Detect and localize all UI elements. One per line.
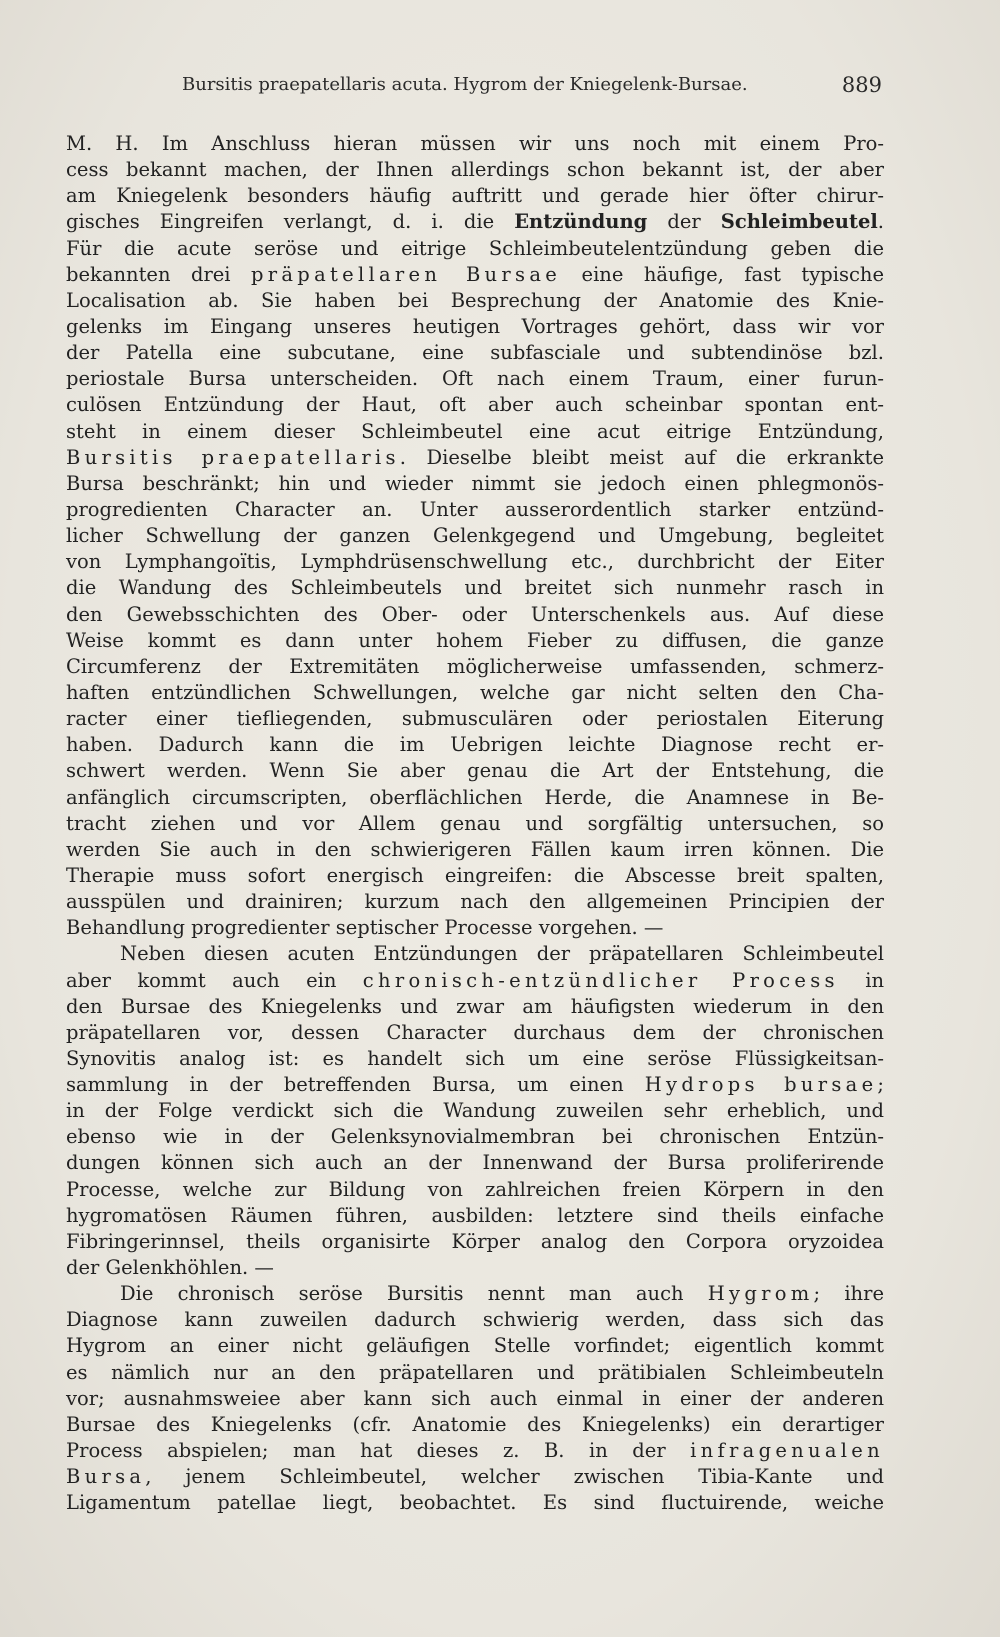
text-line [66, 1438, 884, 1464]
text-line [66, 523, 884, 549]
text-line [66, 1360, 884, 1386]
text-run: culösen Entzündung der Haut, oft aber auch scheinbar spontan ent- [66, 393, 884, 417]
text-run: racter einer tiefliegenden, submusculären oder periostalen Eiterung [66, 707, 884, 731]
spaced-term: chronisch-entzündlicher Process [362, 968, 839, 992]
text-run: Hygrom an einer nicht geläufigen Stelle vorfindet; eigentlich kommt [66, 1334, 884, 1358]
text-line [66, 1098, 884, 1124]
text-line [66, 183, 884, 209]
text-run: der Gelenkhöhlen. — [66, 1256, 274, 1280]
text-line [66, 1307, 884, 1333]
text-line [66, 1255, 884, 1281]
text-run: Weise kommt es dann unter hohem Fieber zu diffusen, die ganze [66, 628, 884, 652]
text-run: sammlung in der betreffenden Bursa, um einen [66, 1073, 645, 1097]
text-run: cess bekannt machen, der Ihnen allerdings schon bekannt ist, der aber [66, 158, 884, 182]
text-line [66, 1490, 884, 1516]
text-run: der Patella eine subcutane, eine subfasciale und subtendinöse bzl. [66, 341, 884, 365]
text-line [66, 445, 884, 471]
text-run: . [877, 210, 884, 234]
text-run: den Gewebsschichten des Ober- oder Unterschenkels aus. Auf diese [66, 602, 884, 626]
text-line [66, 1386, 884, 1412]
text-run: ebenso wie in der Gelenksynovialmembran bei chronischen Entzün- [66, 1125, 884, 1149]
text-run: hygromatösen Räumen führen, ausbilden: letztere sind theils einfache [66, 1203, 884, 1227]
spaced-term: Hygrom [707, 1282, 814, 1306]
text-run: werden Sie auch in den schwierigeren Fällen kaum irren können. Die [66, 837, 884, 861]
text-line [66, 1464, 884, 1490]
text-line [66, 758, 884, 784]
text-run: gelenks im Eingang unseres heutigen Vortrages gehört, dass wir vor [66, 314, 884, 338]
text-run: bekannten drei [66, 262, 251, 286]
text-line [66, 131, 884, 157]
text-line [66, 471, 884, 497]
text-run: ; [877, 1073, 884, 1097]
text-run: schwert werden. Wenn Sie aber genau die Art der Entstehung, die [66, 759, 884, 783]
text-line [66, 680, 884, 706]
running-title: Bursitis praepatellaris acuta. Hygrom der Kniegelenk-Bursae. [182, 74, 748, 95]
text-run: anfänglich circumscripten, oberflächlichen Herde, die Anamnese in Be- [66, 785, 884, 809]
text-run: in der Folge verdickt sich die Wandung zuweilen sehr erheblich, und [66, 1099, 884, 1123]
text-line [66, 785, 884, 811]
text-line [66, 1020, 884, 1046]
text-line [66, 811, 884, 837]
text-line [66, 889, 884, 915]
text-line [66, 1046, 884, 1072]
text-run: haften entzündlichen Schwellungen, welche gar nicht selten den Cha- [66, 680, 884, 704]
text-line [66, 968, 884, 994]
text-line [66, 157, 884, 183]
text-line [66, 1203, 884, 1229]
text-run: Behandlung progredienter septischer Processe vorgehen. — [66, 916, 664, 940]
text-line [66, 1229, 884, 1255]
text-line [66, 575, 884, 601]
text-run: präpatellaren vor, dessen Character durchaus dem der chronischen [66, 1020, 884, 1044]
running-head [182, 70, 882, 100]
text-line [66, 706, 884, 732]
text-run: Therapie muss sofort energisch eingreifen: die Abscesse breit spalten, [66, 863, 884, 887]
text-line [66, 236, 884, 262]
text-run: in [838, 968, 884, 992]
text-run: Die chronisch seröse Bursitis nennt man auch [120, 1282, 708, 1306]
text-line [66, 366, 884, 392]
text-run: ; ihre [813, 1282, 884, 1306]
text-run: vor; ausnahmsweiee aber kann sich auch einmal in einer der anderen [66, 1386, 884, 1410]
text-run: aber kommt auch ein [66, 968, 363, 992]
text-run: Circumferenz der Extremitäten möglicherweise umfassenden, schmerz- [66, 654, 884, 678]
page-number: 889 [841, 73, 882, 97]
spaced-term: Bursa [66, 1465, 146, 1489]
text-run: eine häufige, fast typische [561, 262, 884, 286]
text-line [66, 262, 884, 288]
text-run: den Bursae des Kniegelenks und zwar am häufigsten wiederum in den [66, 994, 884, 1018]
text-run: licher Schwellung der ganzen Gelenkgegend und Umgebung, begleitet [66, 524, 884, 548]
text-line [66, 340, 884, 366]
text-line [66, 497, 884, 523]
text-line [66, 628, 884, 654]
bold-term: Schleimbeutel [720, 210, 878, 234]
text-line [66, 863, 884, 889]
text-line [66, 1124, 884, 1150]
text-run: die Wandung des Schleimbeutels und breitet sich nunmehr rasch in [66, 576, 884, 600]
text-line [66, 392, 884, 418]
text-run: Process abspielen; man hat dieses z. B. in der [66, 1439, 691, 1463]
body-text [66, 131, 884, 1516]
text-line [66, 549, 884, 575]
text-run: progredienten Character an. Unter ausserordentlich starker entzünd- [66, 497, 884, 521]
text-line [66, 654, 884, 680]
text-line [66, 314, 884, 340]
text-run: Neben diesen acuten Entzündungen der präpatellaren Schleimbeutel [120, 942, 884, 966]
text-line [66, 1281, 884, 1307]
text-run: Fibringerinnsel, theils organisirte Körper analog den Corpora oryzoidea [66, 1229, 884, 1253]
text-run: es nämlich nur an den präpatellaren und prätibialen Schleimbeuteln [66, 1360, 884, 1384]
bold-term: Entzündung [514, 210, 648, 234]
text-run: steht in einem dieser Schleimbeutel eine acut eitrige Entzündung, [66, 419, 884, 443]
spaced-term: Hydrops bursae [644, 1073, 878, 1097]
text-run: Processe, welche zur Bildung von zahlreichen freien Körpern in den [66, 1177, 884, 1201]
text-run: periostale Bursa unterscheiden. Oft nach einem Traum, einer furun- [66, 367, 884, 391]
text-line [66, 837, 884, 863]
text-run: von Lymphangoïtis, Lymphdrüsenschwellung etc., durchbricht der Eiter [66, 550, 884, 574]
text-line [66, 602, 884, 628]
text-run: dungen können sich auch an der Innenwand der Bursa proliferirende [66, 1151, 884, 1175]
text-run: M. H. Im Anschluss hieran müssen wir uns noch mit einem Pro- [66, 132, 884, 155]
text-run: gisches Eingreifen verlangt, d. i. die [66, 210, 515, 234]
text-line [66, 1177, 884, 1203]
text-run: haben. Dadurch kann die im Uebrigen leichte Diagnose recht er- [66, 733, 884, 757]
spaced-term: Bursitis praepatellaris [66, 445, 400, 469]
text-run: Bursa beschränkt; hin und wieder nimmt sie jedoch einen phlegmonös- [66, 471, 884, 495]
text-run: . Dieselbe bleibt meist auf die erkrankte [399, 445, 884, 469]
spaced-term: präpatellaren Bursae [251, 262, 562, 286]
text-line [66, 941, 884, 967]
text-line [66, 915, 884, 941]
text-run: Bursae des Kniegelenks (cfr. Anatomie des Kniegelenks) ein derartiger [66, 1412, 884, 1436]
text-run: Localisation ab. Sie haben bei Besprechung der Anatomie des Knie- [66, 288, 884, 312]
text-line [66, 288, 884, 314]
text-run: , jenem Schleimbeutel, welcher zwischen Tibia-Kante und [145, 1465, 884, 1489]
spaced-term: infragenualen [690, 1439, 884, 1463]
text-run: Synovitis analog ist: es handelt sich um eine seröse Flüssigkeitsan- [66, 1046, 884, 1070]
text-run: Ligamentum patellae liegt, beobachtet. Es sind fluctuirende, weiche [66, 1491, 884, 1515]
text-run: tracht ziehen und vor Allem genau und sorgfältig untersuchen, so [66, 811, 884, 835]
text-run: der [647, 210, 721, 234]
text-run: am Kniegelenk besonders häufig auftritt und gerade hier öfter chirur- [66, 184, 884, 208]
text-line [66, 1333, 884, 1359]
text-run: Diagnose kann zuweilen dadurch schwierig werden, dass sich das [66, 1308, 884, 1332]
text-line [66, 1150, 884, 1176]
text-run: Für die acute seröse und eitrige Schleimbeutelentzündung geben die [66, 236, 884, 260]
text-line [66, 732, 884, 758]
text-line [66, 209, 884, 235]
text-line [66, 419, 884, 445]
text-line [66, 994, 884, 1020]
text-line [66, 1072, 884, 1098]
text-line [66, 1412, 884, 1438]
text-run: ausspülen und drainiren; kurzum nach den allgemeinen Principien der [66, 890, 884, 914]
